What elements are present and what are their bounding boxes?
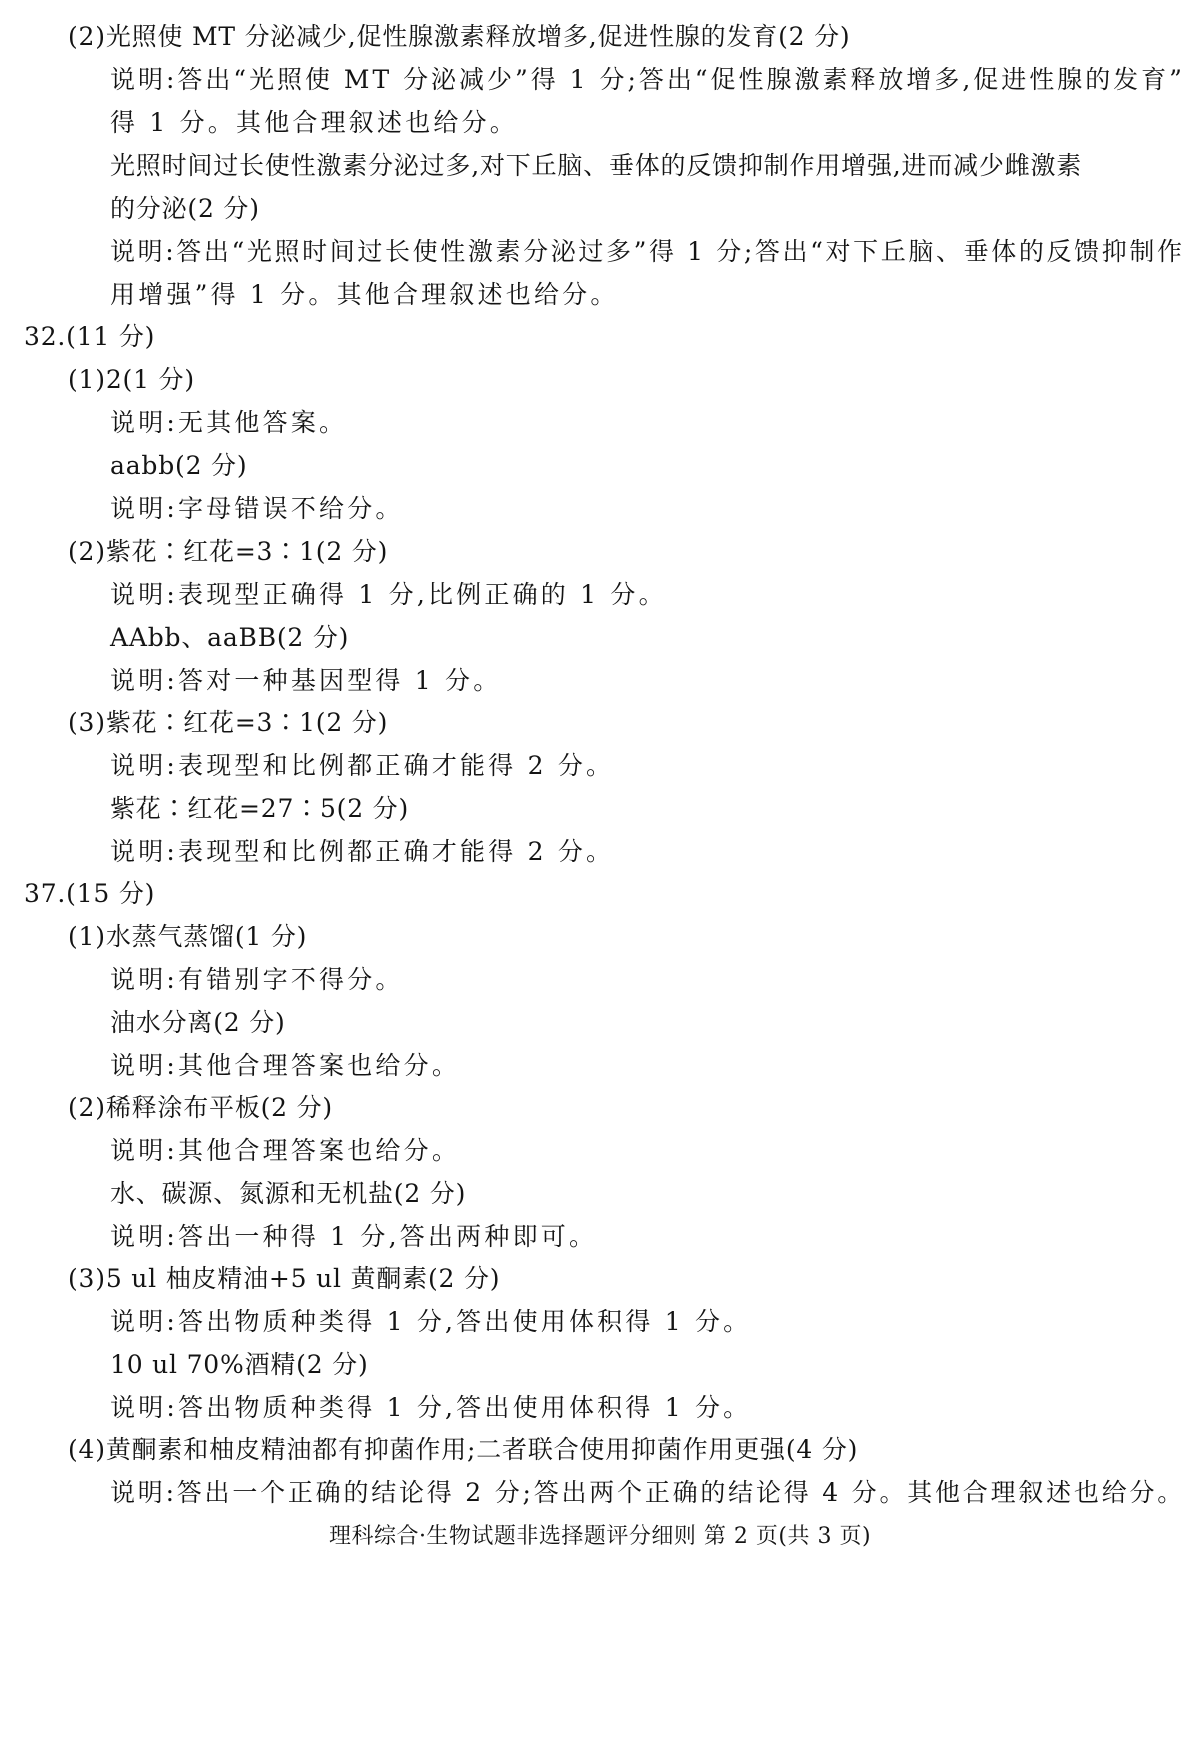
question-37-heading: 37.(15 分) (24, 879, 156, 908)
note-line: 说明:答出物质种类得 1 分,答出使用体积得 1 分。 (110, 1393, 752, 1422)
answer-line: 油水分离(2 分) (110, 1008, 286, 1037)
note-line: 说明:答出一种得 1 分,答出两种即可。 (110, 1222, 598, 1251)
note-line: 说明:答出“光照时间过长使性激素分泌过多”得 1 分;答出“对下丘脑、垂体的反馈抑制作 (110, 237, 1185, 266)
answer-37-1-line: (1)水蒸气蒸馏(1 分) (68, 922, 308, 951)
note-line: 说明:答出物质种类得 1 分,答出使用体积得 1 分。 (110, 1307, 752, 1336)
answer-37-2-line: (2)稀释涂布平板(2 分) (68, 1093, 333, 1122)
note-line: 说明:无其他答案。 (110, 408, 348, 437)
answer-line: aabb(2 分) (110, 451, 248, 480)
answer-line: 的分泌(2 分) (110, 194, 260, 223)
answer-37-4-line: (4)黄酮素和柚皮精油都有抑菌作用;二者联合使用抑菌作用更强(4 分) (68, 1435, 859, 1464)
question-32-heading: 32.(11 分) (24, 322, 156, 351)
answer-32-1-line: (1)2(1 分) (68, 365, 195, 394)
note-line: 说明:表现型和比例都正确才能得 2 分。 (110, 837, 615, 866)
note-line: 用增强”得 1 分。其他合理叙述也给分。 (110, 280, 619, 309)
page-footer: 理科综合·生物试题非选择题评分细则 第 2 页(共 3 页) (328, 1524, 872, 1549)
note-line: 说明:其他合理答案也给分。 (110, 1051, 461, 1080)
note-line: 说明:有错别字不得分。 (110, 965, 404, 994)
note-line: 说明:其他合理答案也给分。 (110, 1136, 461, 1165)
answer-31-2-line: (2)光照使 MT 分泌减少,促性腺激素释放增多,促进性腺的发育(2 分) (68, 22, 851, 51)
answer-32-2-line: (2)紫花∶红花=3∶1(2 分) (68, 537, 389, 566)
note-line: 说明:答出一个正确的结论得 2 分;答出两个正确的结论得 4 分。其他合理叙述也给分。 (110, 1478, 1186, 1507)
answer-line: 10 ul 70%酒精(2 分) (110, 1350, 369, 1379)
note-line: 说明:答对一种基因型得 1 分。 (110, 666, 502, 695)
answer-line: 紫花∶红花=27∶5(2 分) (110, 794, 410, 823)
answer-line: AAbb、aaBB(2 分) (110, 623, 350, 652)
note-line: 得 1 分。其他合理叙述也给分。 (110, 108, 519, 137)
note-line: 说明:字母错误不给分。 (110, 494, 404, 523)
answer-37-3-line: (3)5 ul 柚皮精油+5 ul 黄酮素(2 分) (68, 1264, 501, 1293)
note-line: 说明:表现型正确得 1 分,比例正确的 1 分。 (110, 580, 667, 609)
answer-32-3-line: (3)紫花∶红花=3∶1(2 分) (68, 708, 389, 737)
answer-line: 水、碳源、氮源和无机盐(2 分) (110, 1179, 467, 1208)
note-line: 说明:答出“光照使 MT 分泌减少”得 1 分;答出“促性腺激素释放增多,促进性腺的发育” (110, 65, 1185, 94)
answer-line: 光照时间过长使性激素分泌过多,对下丘脑、垂体的反馈抑制作用增强,进而减少雌激素 (110, 151, 1083, 180)
note-line: 说明:表现型和比例都正确才能得 2 分。 (110, 751, 615, 780)
